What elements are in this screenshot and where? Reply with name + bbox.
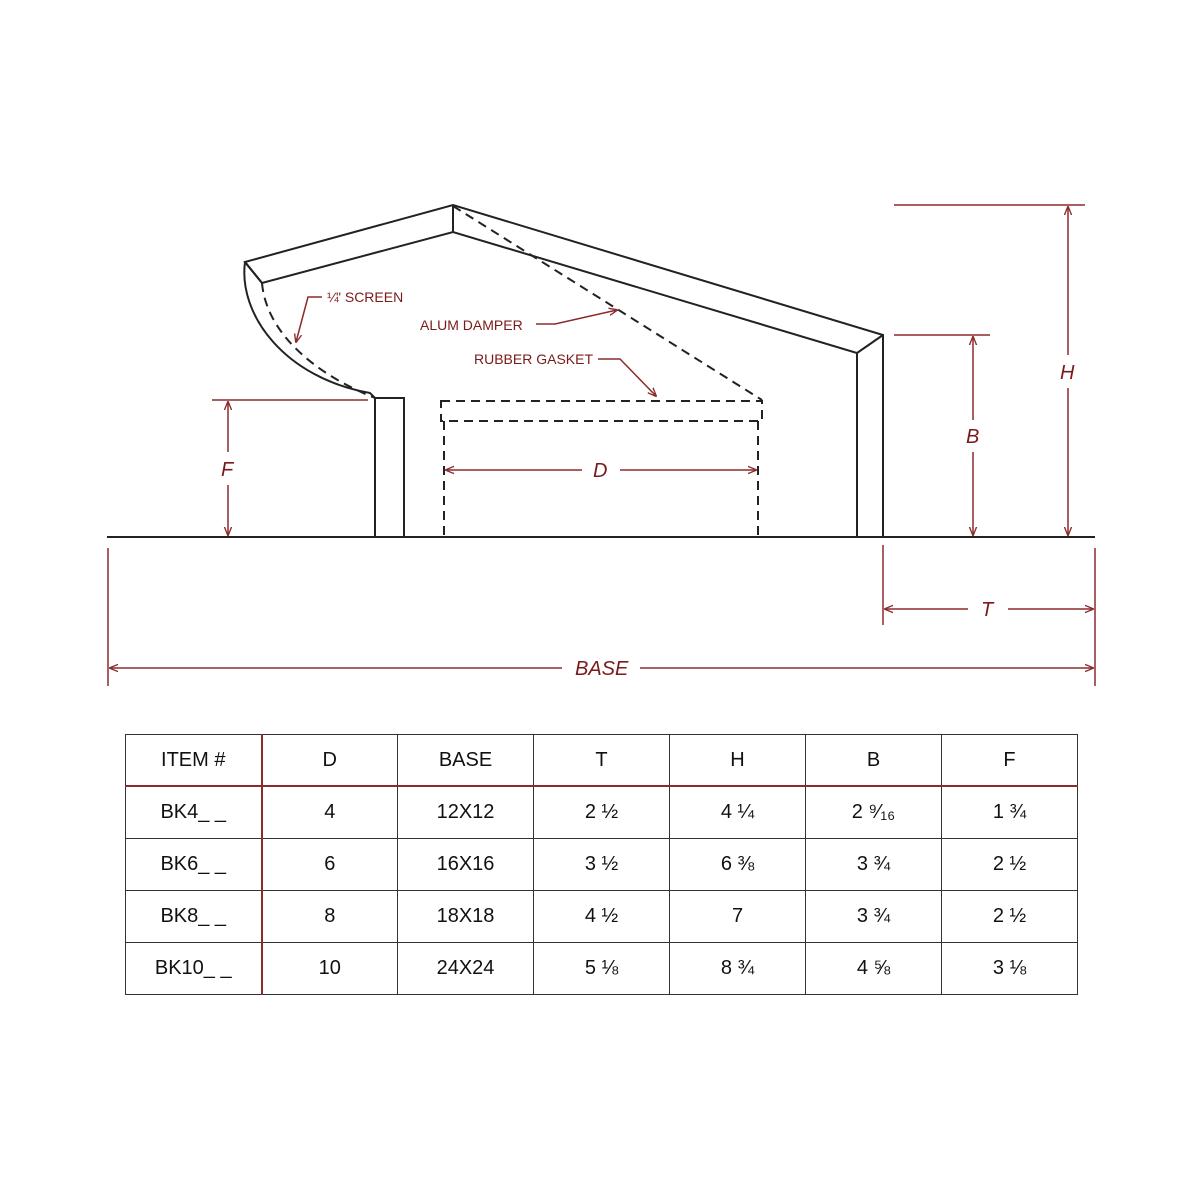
hood-fold-right — [857, 335, 883, 353]
f-label: F — [221, 459, 234, 481]
cell-f: 2 ½ — [942, 891, 1078, 943]
callouts — [296, 289, 656, 396]
cell-h: 6 ⅜ — [670, 839, 806, 891]
cell-d: 6 — [262, 839, 398, 891]
cell-f: 2 ½ — [942, 839, 1078, 891]
base-label: BASE — [575, 658, 629, 680]
cell-b: 4 ⅝ — [806, 943, 942, 995]
cell-item: BK4_ _ — [126, 786, 262, 839]
cell-base: 12X12 — [398, 786, 534, 839]
table-header-row — [126, 735, 1078, 787]
cell-b: 3 ¾ — [806, 891, 942, 943]
cell-h: 7 — [670, 891, 806, 943]
cell-h: 4 ¼ — [670, 786, 806, 839]
gasket-callout: RUBBER GASKET — [474, 351, 594, 367]
dimensions-table — [125, 734, 1078, 995]
cell-b: 3 ¾ — [806, 839, 942, 891]
hood-edge-left — [245, 262, 262, 283]
left-wall — [375, 398, 404, 537]
table-row — [126, 786, 1078, 839]
d-label: D — [593, 460, 608, 482]
hood-roof — [245, 205, 883, 537]
cell-t: 2 ½ — [534, 786, 670, 839]
header-item: ITEM # — [126, 735, 262, 787]
h-label: H — [1060, 362, 1075, 384]
table-row — [126, 891, 1078, 943]
header-d: D — [262, 735, 398, 787]
cell-t: 4 ½ — [534, 891, 670, 943]
damper-leader — [536, 310, 617, 324]
cell-base: 24X24 — [398, 943, 534, 995]
cell-item: BK8_ _ — [126, 891, 262, 943]
vent-body — [107, 205, 1095, 537]
cell-f: 1 ¾ — [942, 786, 1078, 839]
cell-d: 8 — [262, 891, 398, 943]
cell-base: 16X16 — [398, 839, 534, 891]
damper-dashed — [453, 206, 762, 400]
header-b: B — [806, 735, 942, 787]
damper-callout: ALUM DAMPER — [420, 317, 523, 333]
table-row — [126, 839, 1078, 891]
cell-item: BK10_ _ — [126, 943, 262, 995]
cell-d: 10 — [262, 943, 398, 995]
cell-d: 4 — [262, 786, 398, 839]
cell-f: 3 ⅛ — [942, 943, 1078, 995]
cell-item: BK6_ _ — [126, 839, 262, 891]
header-t: T — [534, 735, 670, 787]
cell-base: 18X18 — [398, 891, 534, 943]
hidden-parts — [262, 206, 762, 537]
t-label: T — [981, 599, 994, 621]
gasket-dashed — [441, 401, 762, 421]
screen-callout-fraction: ¼ — [327, 289, 339, 305]
cell-b: 2 ⁹⁄₁₆ — [806, 786, 942, 839]
table-row — [126, 943, 1078, 995]
dimension-labels — [221, 362, 1075, 680]
header-f: F — [942, 735, 1078, 787]
cell-h: 8 ¾ — [670, 943, 806, 995]
screen-leader — [296, 297, 322, 342]
cell-t: 5 ⅛ — [534, 943, 670, 995]
header-h: H — [670, 735, 806, 787]
b-label: B — [966, 426, 980, 448]
cell-t: 3 ½ — [534, 839, 670, 891]
screen-callout: " SCREEN — [336, 289, 404, 305]
gasket-leader — [598, 359, 656, 396]
header-base: BASE — [398, 735, 534, 787]
